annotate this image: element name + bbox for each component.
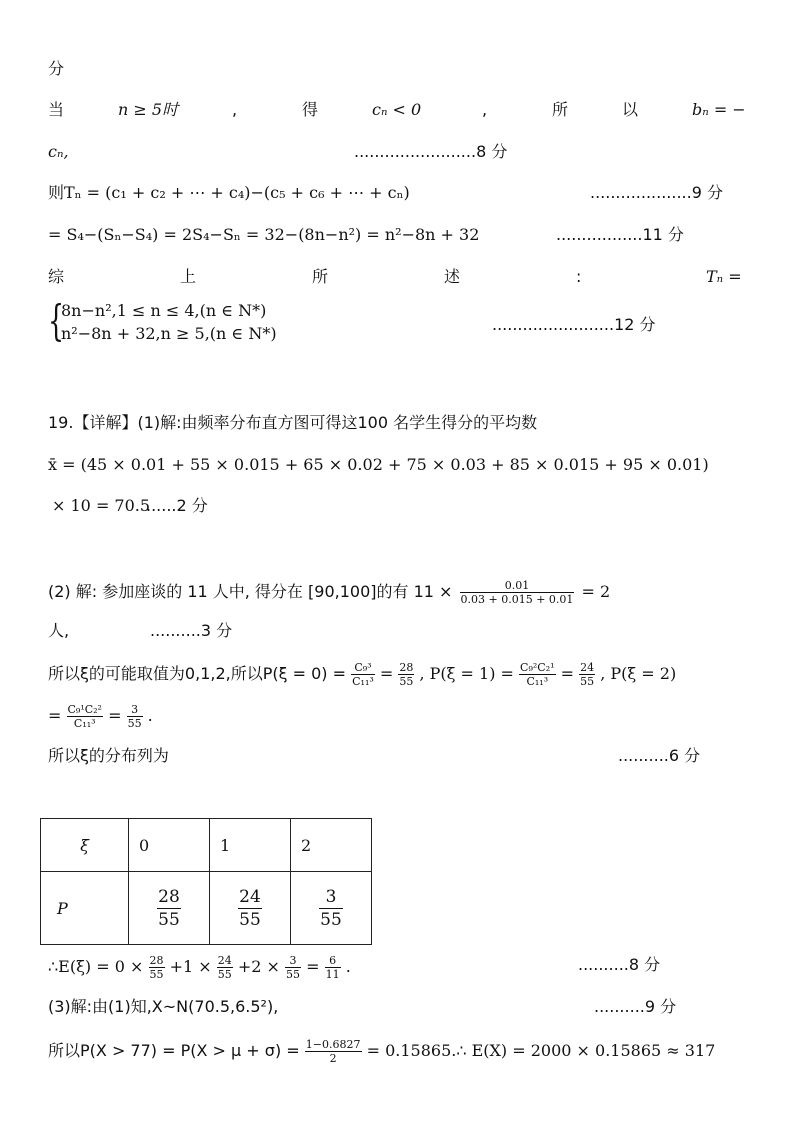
score-unit-fen: 分 bbox=[48, 59, 65, 78]
score-mark-8b: ..........8 分 bbox=[578, 955, 661, 974]
fraction-24-55 bbox=[579, 661, 595, 688]
p-xi-2: , P(ξ = 2) bbox=[600, 664, 677, 683]
denominator: 0.03 + 0.015 + 0.01 bbox=[460, 593, 574, 606]
distribution-table bbox=[40, 818, 372, 945]
text-dang: 当 bbox=[48, 100, 65, 119]
table-header-1: 1 bbox=[210, 819, 291, 872]
numerator: C₉¹C₂² bbox=[67, 703, 102, 716]
denominator: 55 bbox=[399, 675, 414, 688]
numerator: 28 bbox=[149, 954, 164, 967]
numerator: 28 bbox=[399, 661, 414, 674]
distribution-label: 所以ξ的分布列为 bbox=[48, 746, 169, 765]
numerator: 24 bbox=[580, 661, 595, 674]
numerator: 28 bbox=[158, 886, 180, 907]
math-mean-expression: x̄ = (45 × 0.01 + 55 × 0.015 + 65 × 0.02 + 75 × 0.03 + 85 × 0.015 + 95 × 0.01) bbox=[48, 455, 709, 474]
prob-line-2 bbox=[48, 703, 153, 730]
table-row bbox=[41, 872, 372, 945]
math-Tn-expression: 则Tₙ = (c₁ + c₂ + ⋯ + c₄)−(c₅ + c₆ + ⋯ + cₙ) bbox=[48, 183, 410, 202]
table-cell bbox=[129, 872, 210, 945]
fraction-28-55 bbox=[398, 661, 414, 688]
fraction-6-11 bbox=[325, 954, 341, 981]
denominator: C₁₁³ bbox=[352, 675, 374, 688]
text-yi: 以 bbox=[622, 100, 639, 119]
denominator: C₁₁³ bbox=[526, 675, 549, 688]
case-2: n²−8n + 32,n ≥ 5,(n ∈ N*) bbox=[61, 324, 277, 343]
denominator: 55 bbox=[127, 717, 142, 730]
equals: = bbox=[306, 957, 320, 976]
table-cell bbox=[291, 872, 372, 945]
denominator: 55 bbox=[217, 968, 232, 981]
fraction-3-55 bbox=[319, 886, 343, 931]
denominator: 2 bbox=[329, 1052, 337, 1065]
denominator: 55 bbox=[239, 909, 261, 930]
text-suo2: 所 bbox=[312, 267, 329, 286]
numerator: C₉³ bbox=[351, 661, 375, 675]
fraction-3-55 bbox=[285, 954, 301, 981]
q19-part3-result bbox=[48, 1038, 715, 1065]
prob-intro: 所以ξ的可能取值为0,1,2,所以P(ξ = 0) = bbox=[48, 664, 347, 683]
comma: , bbox=[232, 100, 238, 119]
prob-greater-77: 所以P(X > 77) = P(X > μ + σ) = bbox=[48, 1041, 300, 1060]
denominator: 55 bbox=[158, 909, 180, 930]
math-S4-derivation: = S₄−(Sₙ−S₄) = 2S₄−Sₙ = 32−(8n−n²) = n²−8n + 32 bbox=[48, 225, 480, 244]
denominator: 55 bbox=[286, 968, 301, 981]
q19-heading: 19.【详解】(1)解:由频率分布直方图可得这100 名学生得分的平均数 bbox=[48, 413, 538, 432]
score-mark-9: ....................9 分 bbox=[590, 183, 723, 202]
period: . bbox=[345, 957, 351, 976]
fraction-c93-c113 bbox=[351, 661, 375, 688]
score-mark-6: ..........6 分 bbox=[618, 746, 701, 765]
table-header-2: 2 bbox=[291, 819, 372, 872]
q19-part3-text: (3)解:由(1)知,X~N(70.5,6.5²), bbox=[48, 997, 279, 1016]
fraction-tail-prob bbox=[305, 1038, 362, 1065]
table-header-xi: ξ bbox=[41, 819, 129, 872]
numerator: 3 bbox=[127, 703, 143, 717]
math-cn: cₙ, bbox=[48, 142, 69, 161]
p-xi-1: , P(ξ = 1) = bbox=[419, 664, 514, 683]
denominator: 55 bbox=[149, 968, 164, 981]
fraction-c91c22-c113 bbox=[67, 703, 103, 730]
table-row bbox=[41, 819, 372, 872]
equals: = bbox=[560, 664, 575, 683]
numerator: 1−0.6827 bbox=[305, 1038, 361, 1051]
equals: = bbox=[48, 706, 62, 725]
score-mark-3: ..........3 分 bbox=[150, 621, 233, 640]
text-shang: 上 bbox=[180, 267, 197, 286]
period: . bbox=[147, 706, 153, 725]
expectation-start: ∴E(ξ) = 0 × bbox=[48, 957, 144, 976]
fraction-24-55 bbox=[217, 954, 233, 981]
text-suo: 所 bbox=[552, 100, 569, 119]
text-shu: 述 bbox=[444, 267, 461, 286]
colon: : bbox=[576, 267, 582, 286]
math-n-ge-5: n ≥ 5时 bbox=[118, 100, 179, 119]
prob-line bbox=[48, 661, 676, 688]
numerator: C₉²C₂¹ bbox=[520, 661, 555, 674]
text-zong: 综 bbox=[48, 267, 65, 286]
expected-count: = 0.15865.∴ E(X) = 2000 × 0.15865 ≈ 317 bbox=[366, 1041, 716, 1060]
numerator: 24 bbox=[217, 954, 232, 967]
expectation-line bbox=[48, 954, 351, 981]
numerator: 0.01 bbox=[460, 579, 575, 593]
score-mark-8: ........................8 分 bbox=[354, 142, 508, 161]
plus-2-times: +2 × bbox=[237, 957, 280, 976]
numerator: 3 bbox=[285, 954, 301, 968]
fraction-28-55 bbox=[149, 954, 165, 981]
denominator: 11 bbox=[325, 968, 340, 981]
score-mark-12: ........................12 分 bbox=[492, 315, 656, 334]
math-bn-eq-neg: bₙ = − bbox=[692, 100, 746, 119]
q19-part2-text bbox=[48, 579, 610, 606]
case-1: 8n−n²,1 ≤ n ≤ 4,(n ∈ N*) bbox=[61, 301, 267, 320]
math-Tn-eq: Tₙ = bbox=[706, 267, 742, 286]
text-de: 得 bbox=[302, 100, 319, 119]
equals: = bbox=[379, 664, 394, 683]
table-header-0: 0 bbox=[129, 819, 210, 872]
part2-intro: (2) 解: 参加座谈的 11 人中, 得分在 [90,100]的有 11 × bbox=[48, 582, 453, 601]
plus-1-times: +1 × bbox=[169, 957, 212, 976]
table-label-p: P bbox=[41, 872, 129, 945]
denominator: C₁₁³ bbox=[73, 717, 96, 730]
fraction-3-55 bbox=[127, 703, 143, 730]
score-mark-2: ......2 分 bbox=[146, 496, 208, 515]
numerator: 24 bbox=[239, 886, 261, 907]
denominator: 55 bbox=[580, 675, 595, 688]
numerator: 3 bbox=[319, 886, 343, 909]
math-mean-result: × 10 = 70.5 bbox=[52, 496, 151, 515]
comma: , bbox=[482, 100, 488, 119]
math-cn-lt-0: cₙ < 0 bbox=[372, 100, 422, 119]
fraction-24-55 bbox=[238, 886, 262, 931]
text-ren: 人, bbox=[48, 621, 70, 640]
fraction-28-55 bbox=[157, 886, 181, 931]
fraction-proportion bbox=[460, 579, 575, 606]
fraction-c92c21-c113 bbox=[519, 661, 555, 688]
table-cell bbox=[210, 872, 291, 945]
denominator: 55 bbox=[320, 909, 342, 930]
score-mark-11: .................11 分 bbox=[556, 225, 684, 244]
left-brace-icon: { bbox=[48, 296, 65, 345]
equals-2: = 2 bbox=[581, 582, 611, 601]
score-mark-9b: ..........9 分 bbox=[594, 997, 677, 1016]
equals: = bbox=[108, 706, 122, 725]
numerator: 6 bbox=[325, 954, 341, 968]
